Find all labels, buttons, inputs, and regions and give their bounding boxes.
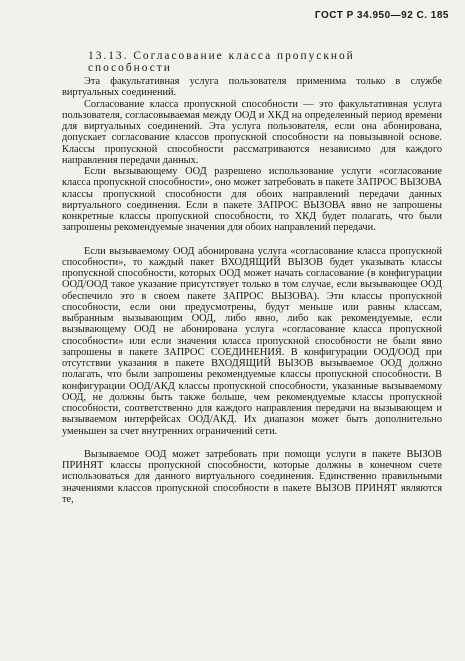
paragraph: Эта факультативная услуга пользователя применима только в службе виртуальных соединений. bbox=[62, 76, 442, 99]
section-title: 13.13. Согласование класса пропускной способности bbox=[88, 50, 355, 74]
paragraph: Если вызываемому ООД абонирована услуга «согласование класса пропускной способности», то каждый пакет ВХОДЯЩИЙ ВЫЗОВ будет указывать классы пропускной способности, которых ООД может начать согласование (в конфигурации ООД/ООД такое указание присутствует только в том случае, если вызывающее ООД обеспечило это в своем пакете ЗАПРОС ВЫЗОВА). Эти классы пропускной способности, если они предусмотрены, будут меньше или равны классам, выбранным вызывающим ООД, либо явно, либо как рекомендуемые, если вызывающему ООД не абонирована услуга «согласование класса пропускной способности» или если значения класса пропускной способности не были явно запрошены в пакете ЗАПРОС СОЕДИНЕНИЯ. В конфигурации ООД/ООД при отсутствии указания в пакете ВХОДЯЩИЙ ВЫЗОВ вызываемое ООД должно полагать, что были запрошены рекомендуемые классы пропускной способности. В конфигурации ООД/АКД классы пропускной способности, указанные вызываемому ООД, не должны быть также больше, чем рекомендуемые классы пропускной способности, соответственно для каждого направления передачи на вызывающем и вызываемом интерфейсах ООД/АКД. Их диапазон может быть дополнительно уменьшен за счет внутренних ограничений сети. bbox=[62, 245, 442, 437]
page-header: ГОСТ Р 34.950—92 С. 185 bbox=[314, 10, 449, 21]
paragraph: Вызываемое ООД может затребовать при помощи услуги в пакете ВЫЗОВ ПРИНЯТ классы пропускной способности, которые должны в конечном счете использоваться для данного виртуального соединения. Единственно правильными значениями классов пропускной способности в пакете ВЫЗОВ ПРИНЯТ являются те, bbox=[62, 448, 442, 505]
body-text bbox=[62, 76, 442, 505]
paragraph: Согласование класса пропускной способности — это факультативная услуга пользователя, согласовываемая между ООД и ХКД на определенный период времени для виртуальных соединений. Эта услуга пользователя, если она абонирована, допускает согласование классов пропускной способности на повызывной основе. Классы пропускной способности рассматриваются независимо для каждого направления передачи данных. bbox=[62, 98, 442, 166]
paragraph: Если вызывающему ООД разрешено использование услуги «согласование класса пропускной способности», оно может затребовать в пакете ЗАПРОС ВЫЗОВА классы пропускной способности для обоих направлений передачи данных виртуального соединения. Если в пакете ЗАПРОС ВЫЗОВА явно не запрошены конкретные классы пропускной способности, то ХКД будет полагать, что были запрошены рекомендуемые значения для обоих направлений передачи. bbox=[62, 166, 442, 234]
